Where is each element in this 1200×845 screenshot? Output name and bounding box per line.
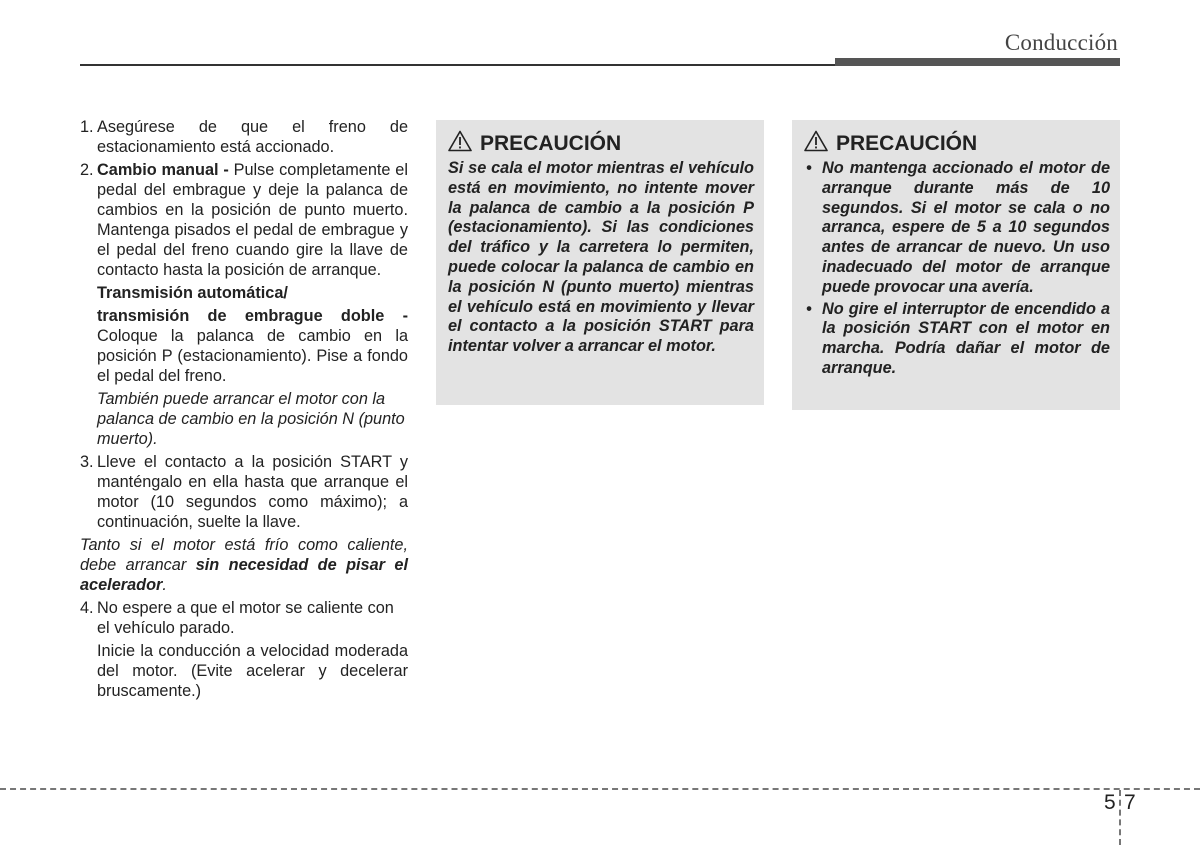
automatic-paragraph (80, 306, 408, 386)
header-rule-thin (80, 64, 835, 66)
neutral-note: También puede arrancar el motor con la palanca de cambio en la posición N (punto muerto). (97, 390, 405, 448)
warning-triangle-icon (448, 130, 480, 157)
drive-note: Inicie la conducción a velocidad moderada del motor. (Evite acelerar y decelerar bruscamente.) (97, 642, 408, 700)
list-text: No espere a que el motor se caliente con el vehículo parado. (97, 599, 394, 637)
list-item-1 (80, 117, 408, 157)
caution-header (448, 130, 754, 157)
bullet-dot: • (806, 159, 812, 177)
no-accelerator-emphasis: sin necesidad de pisar el acelerador (80, 556, 408, 594)
caution-bullet (804, 159, 1110, 298)
warning-triangle-icon (804, 130, 836, 157)
bullet-text: No mantenga accionado el motor de arranque durante más de 10 segundos. Si el motor se cala o no arranca, espere de 5 a 10 segundos antes de arrancar de nuevo. Un uso inadecuado del motor de arranque puede provocar una avería. (822, 159, 1110, 296)
manual-text: Pulse completamente el pedal del embrague y deje la palanca de cambios en la posición de punto muerto. Mantenga pisados el pedal de embrague y el pedal del freno cuando gire la llave de contacto hasta la posición de arranque. (97, 161, 408, 279)
list-number: 1. (80, 118, 94, 136)
page-header-title: Conducción (1004, 30, 1118, 55)
manual-label: Cambio manual - (97, 161, 229, 179)
list-text: Lleve el contacto a la posición START y manténgalo en ella hasta que arranque el motor (10 segundos como máximo); a continuación, suelte la llave. (97, 453, 408, 531)
caution-header (804, 130, 1110, 157)
bullet-dot: • (806, 299, 812, 318)
caution-text (804, 159, 1110, 379)
caution-text: Si se cala el motor mientras el vehículo está en movimiento, no intente mover la palanca de cambio a la posición P (estacionamiento). Si las condiciones del tráfico y la carretera lo permiten, puede colocar la palanca de cambio en la posición N (punto muerto) mientras el vehículo está en movimiento y llevar el contacto a la posición START para intentar volver a arrancar el motor. (448, 159, 754, 356)
list-text: Asegúrese de que el freno de estacionamiento está accionado. (97, 118, 408, 156)
footer-vertical-dashed-line (1119, 790, 1121, 845)
list-item-4 (80, 598, 408, 638)
caution-box-2 (792, 120, 1120, 410)
list-number: 4. (80, 599, 94, 617)
automatic-heading: Transmisión automática/ (97, 284, 288, 302)
caution-box-1 (436, 120, 764, 405)
cold-engine-note: Tanto si el motor está frío como caliente, debe arrancar sin necesidad de pisar el acelerador. (80, 536, 408, 594)
list-number: 3. (80, 453, 94, 471)
caution-title: PRECAUCIÓN (836, 131, 978, 155)
page-number: 7 (1124, 791, 1136, 814)
caution-bullet (804, 300, 1110, 379)
footer-dashed-line (0, 788, 1200, 790)
list-text (97, 160, 408, 280)
page-section-number: 5 (1104, 791, 1116, 814)
header-rule-thick (835, 58, 1120, 66)
bullet-text: No gire el interruptor de encendido a la posición START con el motor en marcha. Podría dañar el motor de arranque. (822, 299, 1110, 377)
automatic-label: transmisión de embrague doble - (97, 307, 408, 325)
automatic-text: Coloque la palanca de cambio en la posición P (estacionamiento). Pise a fondo el pedal del freno. (97, 327, 408, 385)
list-item-2 (80, 160, 408, 280)
list-item-3 (80, 452, 408, 532)
caution-title: PRECAUCIÓN (480, 131, 622, 155)
left-column (80, 117, 408, 701)
list-number: 2. (80, 161, 94, 179)
